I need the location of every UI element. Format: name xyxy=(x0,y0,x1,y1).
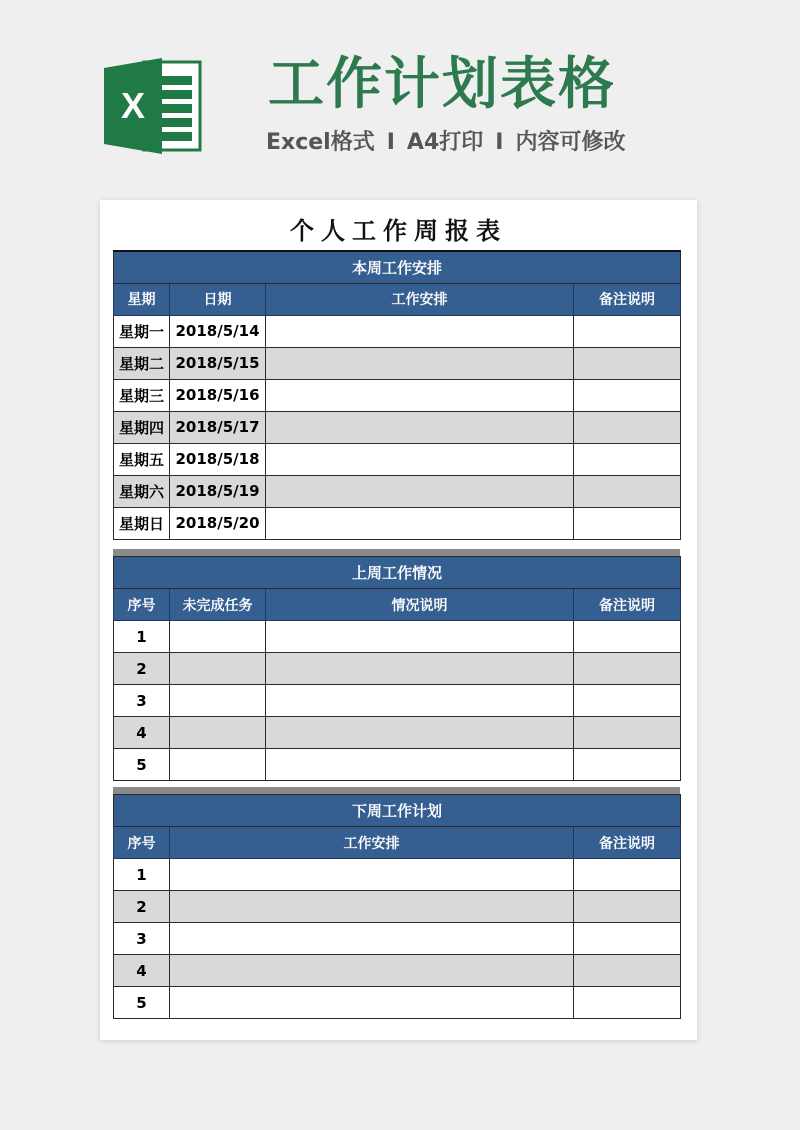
column-header: 星期 xyxy=(114,283,170,315)
sheet-title: 个人工作周报表 xyxy=(290,217,507,245)
unfinished-task-cell[interactable] xyxy=(170,685,266,717)
date-cell[interactable]: 2018/5/18 xyxy=(170,443,266,475)
remark-cell[interactable] xyxy=(574,923,681,955)
status-note-cell[interactable] xyxy=(266,653,574,685)
column-header: 日期 xyxy=(170,283,266,315)
column-header: 备注说明 xyxy=(574,827,681,859)
date-cell[interactable]: 2018/5/14 xyxy=(170,315,266,347)
last-week-table xyxy=(113,556,681,781)
table-row xyxy=(114,859,681,891)
remark-cell[interactable] xyxy=(574,411,681,443)
column-header: 未完成任务 xyxy=(170,589,266,621)
unfinished-task-cell[interactable] xyxy=(170,749,266,781)
work-plan-cell[interactable] xyxy=(266,379,574,411)
remark-cell[interactable] xyxy=(574,443,681,475)
table-row xyxy=(114,923,681,955)
work-plan-cell[interactable] xyxy=(266,507,574,539)
table-row xyxy=(114,653,681,685)
remark-cell[interactable] xyxy=(574,315,681,347)
index-cell[interactable]: 1 xyxy=(114,621,170,653)
table-row xyxy=(114,411,681,443)
table-row xyxy=(114,717,681,749)
remark-cell[interactable] xyxy=(574,653,681,685)
index-cell[interactable]: 1 xyxy=(114,859,170,891)
day-cell[interactable]: 星期一 xyxy=(114,315,170,347)
table-row xyxy=(114,621,681,653)
status-note-cell[interactable] xyxy=(266,621,574,653)
date-cell[interactable]: 2018/5/17 xyxy=(170,411,266,443)
remark-cell[interactable] xyxy=(574,749,681,781)
day-cell[interactable]: 星期四 xyxy=(114,411,170,443)
remark-cell[interactable] xyxy=(574,507,681,539)
index-cell[interactable]: 5 xyxy=(114,987,170,1019)
day-cell[interactable]: 星期三 xyxy=(114,379,170,411)
day-cell[interactable]: 星期五 xyxy=(114,443,170,475)
section-divider xyxy=(113,787,680,794)
table-row xyxy=(114,507,681,539)
subtitle-separator: I xyxy=(495,130,504,155)
subtitle-print: A4打印 xyxy=(406,130,484,155)
work-plan-cell[interactable] xyxy=(170,955,574,987)
table-row xyxy=(114,955,681,987)
table-row xyxy=(114,891,681,923)
date-cell[interactable]: 2018/5/15 xyxy=(170,347,266,379)
remark-cell[interactable] xyxy=(574,379,681,411)
status-note-cell[interactable] xyxy=(266,685,574,717)
column-header: 工作安排 xyxy=(170,827,574,859)
remark-cell[interactable] xyxy=(574,717,681,749)
subtitle-separator: I xyxy=(386,130,395,155)
table-row xyxy=(114,749,681,781)
this-week-banner: 本周工作安排 xyxy=(114,251,681,283)
report-sheet xyxy=(100,200,697,1040)
work-plan-cell[interactable] xyxy=(266,443,574,475)
index-cell[interactable]: 5 xyxy=(114,749,170,781)
work-plan-cell[interactable] xyxy=(170,987,574,1019)
subtitle-format: Excel格式 xyxy=(266,130,375,155)
unfinished-task-cell[interactable] xyxy=(170,621,266,653)
work-plan-cell[interactable] xyxy=(266,315,574,347)
page-title: 工作计划表格 xyxy=(268,52,616,117)
next-week-table xyxy=(113,794,681,1019)
column-header: 备注说明 xyxy=(574,283,681,315)
date-cell[interactable]: 2018/5/20 xyxy=(170,507,266,539)
excel-logo-icon xyxy=(104,58,202,154)
unfinished-task-cell[interactable] xyxy=(170,653,266,685)
work-plan-cell[interactable] xyxy=(170,891,574,923)
unfinished-task-cell[interactable] xyxy=(170,717,266,749)
work-plan-cell[interactable] xyxy=(266,475,574,507)
work-plan-cell[interactable] xyxy=(266,411,574,443)
date-cell[interactable]: 2018/5/16 xyxy=(170,379,266,411)
table-row xyxy=(114,347,681,379)
index-cell[interactable]: 2 xyxy=(114,653,170,685)
remark-cell[interactable] xyxy=(574,475,681,507)
last-week-banner: 上周工作情况 xyxy=(114,557,681,589)
work-plan-cell[interactable] xyxy=(170,859,574,891)
remark-cell[interactable] xyxy=(574,621,681,653)
next-week-banner: 下周工作计划 xyxy=(114,795,681,827)
day-cell[interactable]: 星期六 xyxy=(114,475,170,507)
table-row xyxy=(114,443,681,475)
table-row xyxy=(114,379,681,411)
section-divider xyxy=(113,549,680,556)
column-header: 情况说明 xyxy=(266,589,574,621)
index-cell[interactable]: 4 xyxy=(114,717,170,749)
index-cell[interactable]: 3 xyxy=(114,685,170,717)
remark-cell[interactable] xyxy=(574,987,681,1019)
remark-cell[interactable] xyxy=(574,347,681,379)
table-row xyxy=(114,987,681,1019)
subtitle-editable: 内容可修改 xyxy=(515,130,626,155)
remark-cell[interactable] xyxy=(574,955,681,987)
column-header: 序号 xyxy=(114,589,170,621)
remark-cell[interactable] xyxy=(574,891,681,923)
work-plan-cell[interactable] xyxy=(170,923,574,955)
column-header: 序号 xyxy=(114,827,170,859)
status-note-cell[interactable] xyxy=(266,749,574,781)
day-cell[interactable]: 星期二 xyxy=(114,347,170,379)
day-cell[interactable]: 星期日 xyxy=(114,507,170,539)
remark-cell[interactable] xyxy=(574,685,681,717)
remark-cell[interactable] xyxy=(574,859,681,891)
this-week-table xyxy=(113,250,681,540)
work-plan-cell[interactable] xyxy=(266,347,574,379)
date-cell[interactable]: 2018/5/19 xyxy=(170,475,266,507)
subtitle xyxy=(266,126,625,160)
status-note-cell[interactable] xyxy=(266,717,574,749)
column-header: 备注说明 xyxy=(574,589,681,621)
index-cell[interactable]: 3 xyxy=(114,923,170,955)
table-row xyxy=(114,315,681,347)
column-header: 工作安排 xyxy=(266,283,574,315)
table-row xyxy=(114,475,681,507)
logo-letter: X xyxy=(120,85,146,126)
index-cell[interactable]: 2 xyxy=(114,891,170,923)
table-row xyxy=(114,685,681,717)
index-cell[interactable]: 4 xyxy=(114,955,170,987)
